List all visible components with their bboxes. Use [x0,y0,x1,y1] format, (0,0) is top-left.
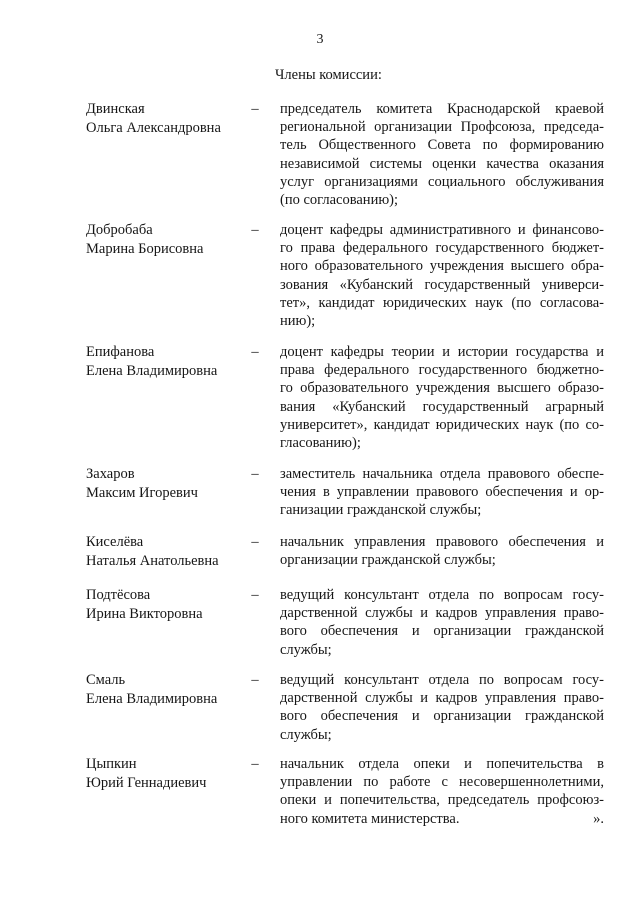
member-position-text: дарственной службы и кадров управления право- [280,605,604,622]
member-position-line [280,604,604,622]
member-position-line [280,501,604,519]
member-surname: Епифанова [86,344,155,360]
member-given-names: Марина Борисовна [86,241,204,257]
member-position-line [280,361,604,379]
member-given-names: Максим Игоревич [86,485,198,501]
member-position-line [280,465,604,483]
member-position-text: университет», кандидат юридических наук (по со- [280,416,604,433]
member-position-text: вого обеспечения и организации гражданской [280,708,604,725]
member-position-line [280,398,604,416]
section-heading: Члены комиссии: [275,67,382,83]
member-name [86,533,246,571]
member-position-line [280,221,604,239]
member-position-text: тет», кандидат юридических наук (по согласова- [280,294,604,311]
member-given-names: Елена Владимировна [86,363,218,379]
member-position-line [280,641,604,659]
member-position-text: службы; [280,641,332,658]
member-position-text: независимой системы оценки качества оказания [280,155,604,172]
member-position-text: зования «Кубанский государственный универси- [280,276,604,293]
member-name [86,465,246,503]
member-position-line [280,257,604,275]
member-position [280,221,604,330]
member-position-text: ведущий консультант отдела по вопросам госу- [280,672,604,688]
member-surname: Киселёва [86,534,144,550]
member-position-text: начальник управления правового обеспечения и [280,534,604,550]
member-surname: Цыпкин [86,756,137,772]
member-position-text: управлении по работе с несовершеннолетними, [280,774,604,791]
member-position-line [280,416,604,434]
member-dash: – [251,344,259,360]
page-number: 3 [316,32,324,47]
member-position-text: вого обеспечения и организации гражданской [280,623,604,640]
member-given-names: Елена Владимировна [86,691,218,707]
member-position-text: вания «Кубанский государственный аграрный [280,398,604,415]
member-surname: Подтёсова [86,587,151,603]
member-position-text: тель Общественного Совета по формированию [280,137,604,154]
member-position-text: ного комитета министерства. [280,810,460,827]
member-position-line [280,379,604,397]
member-position-text: региональной организации Профсоюза, председа- [280,119,604,136]
member-dash: – [251,222,259,238]
member-position-text: ведущий консультант отдела по вопросам госу- [280,587,604,603]
member-position-line [280,294,604,312]
member-position-text: дарственной службы и кадров управления право- [280,690,604,707]
member-dash: – [251,587,259,603]
member-position-line [280,689,604,707]
member-given-names: Юрий Геннадиевич [86,775,207,791]
member-position-line [280,118,604,136]
member-position-line [280,586,604,604]
member-position-line [280,533,604,551]
member-position-text: организации гражданской службы; [280,552,496,569]
member-position-text: службы; [280,726,332,743]
member-name [86,221,246,259]
member-position [280,465,604,520]
member-position-text: (по согласованию); [280,192,399,209]
member-name [86,100,246,138]
member-dash: – [251,534,259,550]
member-position-line [280,791,604,809]
member-position [280,755,604,828]
member-position-line [280,707,604,725]
member-position-line [280,136,604,154]
member-name [86,755,246,793]
member-dash: – [251,101,259,117]
member-position-line [280,100,604,118]
member-position-text: чения в управлении правового обеспечения и ор- [280,484,604,501]
member-position-line [280,551,604,569]
member-position-text: ного образовательного учреждения высшего обра- [280,258,604,275]
member-position-text: доцент кафедры административного и финансово- [280,222,604,238]
member-position-line [280,343,604,361]
member-position-text: доцент кафедры теории и истории государства и [280,344,604,360]
member-position-line [280,726,604,744]
member-dash: – [251,756,259,772]
member-name [86,671,246,709]
member-surname: Смаль [86,672,126,688]
member-given-names: Ирина Викторовна [86,606,203,622]
member-position-text: нию); [280,313,316,330]
member-position [280,586,604,659]
member-surname: Двинская [86,101,145,117]
member-dash: – [251,672,259,688]
member-position-text: начальник отдела опеки и попечительства в [280,756,604,772]
member-position-line [280,155,604,173]
member-position-text: го права федерального государственного бюджет- [280,240,604,257]
member-position-line [280,191,604,209]
member-position-text: гласованию); [280,435,361,452]
member-position-text: ганизации гражданской службы; [280,502,482,519]
closing-quote-mark: ». [593,810,604,827]
member-position [280,671,604,744]
member-position [280,100,604,209]
member-position-line [280,312,604,330]
member-position-text: права федерального государственного бюджетно- [280,362,604,379]
member-given-names: Наталья Анатольевна [86,553,219,569]
member-position-line [280,173,604,191]
member-position-line [280,755,604,773]
member-position-line [280,810,604,828]
member-position-text: го образовательного учреждения высшего образо- [280,380,604,397]
member-position [280,343,604,452]
member-position-text: заместитель начальника отдела правового обеспе- [280,466,604,482]
member-name [86,586,246,624]
member-position-line [280,276,604,294]
member-surname: Захаров [86,466,135,482]
member-dash: – [251,466,259,482]
member-position-text: услуг организациями социального обслуживания [280,173,604,190]
member-position-line [280,671,604,689]
member-position-line [280,239,604,257]
member-position-line [280,483,604,501]
member-position [280,533,604,569]
member-position-line [280,434,604,452]
member-position-text: опеки и попечительства, председатель профсоюз- [280,792,604,809]
member-given-names: Ольга Александровна [86,120,221,136]
member-surname: Добробаба [86,222,153,238]
member-name [86,343,246,381]
member-position-text: председатель комитета Краснодарской краевой [280,101,604,117]
member-position-line [280,622,604,640]
member-position-line [280,773,604,791]
